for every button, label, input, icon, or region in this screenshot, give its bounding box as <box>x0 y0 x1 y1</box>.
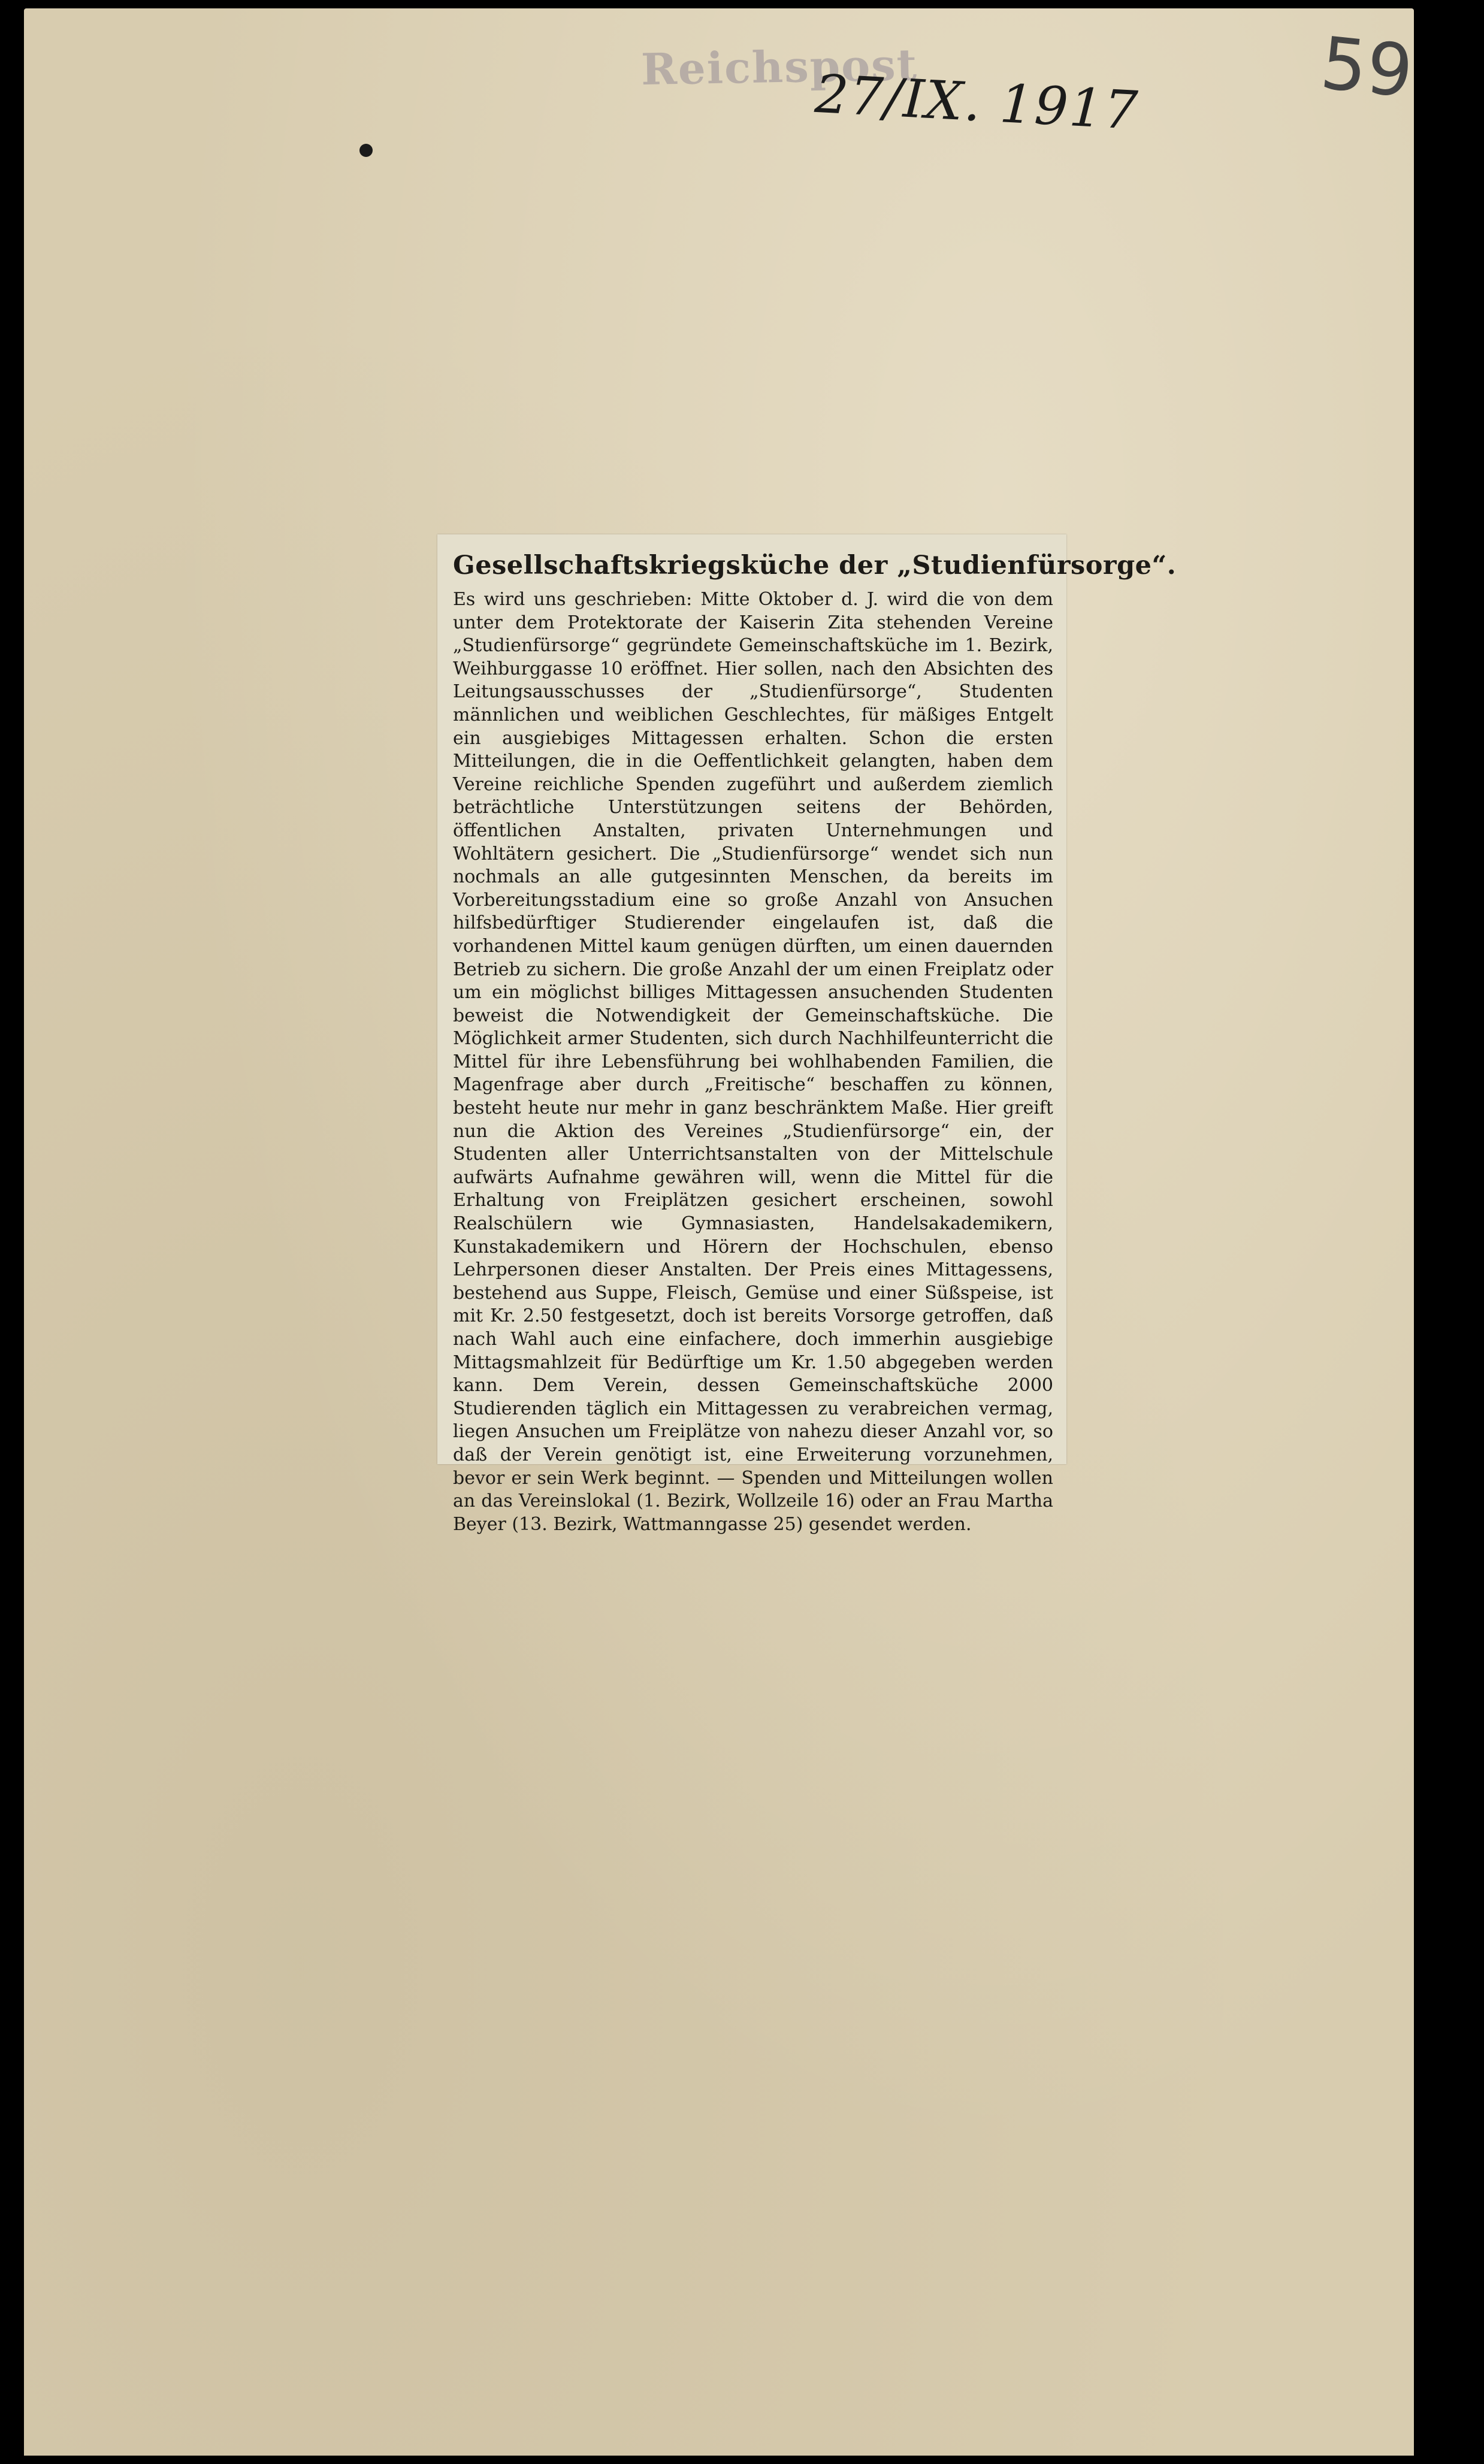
punch-hole <box>359 144 373 157</box>
archive-stamp: Reichspost <box>640 38 918 95</box>
archive-sheet <box>24 8 1417 2456</box>
page-number: 59 <box>1317 22 1417 114</box>
article-body: Es wird uns geschrieben: Mitte Oktober d. J. wird die von dem unter dem Protektorate der Kaiserin Zita stehenden Vereine „Studienfürsorge“ gegründete Gemeinschaftsküche im 1. Bezirk, Weihburggasse 10 eröffnet. Hier sollen, nach den Absichten des Leitungsausschusses der „Studienfürsorge“, Studenten männlichen und weiblichen Geschlechtes, für mäßiges Entgelt ein ausgiebiges Mittagessen erhalten. Schon die ersten Mitteilungen, die in die Oeffentlichkeit gelangten, haben dem Vereine reichliche Spenden zugeführt und außerdem ziemlich beträchtliche Unterstützungen seitens der Behörden, öffentlichen Anstalten, privaten Unternehmungen und Wohltätern gesichert. Die „Studienfürsorge“ wendet sich nun nochmals an alle gutgesinnten Menschen, da bereits im Vorbereitungsstadium eine so große Anzahl von Ansuchen hilfsbedürftiger Studierender eingelaufen ist, daß die vorhandenen Mittel kaum genügen dürften, um einen dauernden Betrieb zu sichern. Die große Anzahl der um einen Freiplatz oder um ein möglichst billiges Mittagessen ansuchenden Studenten beweist die Notwendigkeit der Gemeinschaftsküche. Die Möglichkeit armer Studenten, sich durch Nachhilfeunterricht die Mittel für ihre Lebensführung bei wohlhabenden Familien, die Magenfrage aber durch „Freitische“ beschaffen zu können, besteht heute nur mehr in ganz beschränktem Maße. Hier greift nun die Aktion des Vereines „Studienfürsorge“ ein, der Studenten aller Unterrichtsanstalten von der Mittelschule aufwärts Aufnahme gewähren will, wenn die Mittel für die Erhaltung von Freiplätzen gesichert erscheinen, sowohl Realschülern wie Gymnasiasten, Handelsakademikern, Kunstakademikern und Hörern der Hochschulen, ebenso Lehrpersonen dieser Anstalten. Der Preis eines Mittagessens, bestehend aus Suppe, Fleisch, Gemüse und einer Süßspeise, ist mit Kr. 2.50 festgesetzt, doch ist bereits Vorsorge getroffen, daß nach Wahl auch eine einfachere, doch immerhin ausgiebige Mittagsmahlzeit für Bedürftige um Kr. 1.50 abgegeben werden kann. Dem Verein, dessen Gemeinschaftsküche 2000 Studierenden täglich ein Mittagessen zu verabreichen vermag, liegen Ansuchen um Freiplätze von nahezu dieser Anzahl vor, so daß der Verein genötigt ist, eine Erweiterung vorzunehmen, bevor er sein Werk beginnt. — Spenden und Mitteilungen wollen an das Vereinslokal (1. Bezirk, Wollzeile 16) oder an Frau Martha Beyer (13. Bezirk, Wattmanngasse 25) gesendet werden. <box>453 589 1053 1535</box>
article-title: Gesellschaftskriegsküche der „Studienfürsorge“. <box>453 551 1177 581</box>
newspaper-clipping <box>437 534 1177 1535</box>
handwritten-date: 27/IX. 1917 <box>813 62 1141 142</box>
